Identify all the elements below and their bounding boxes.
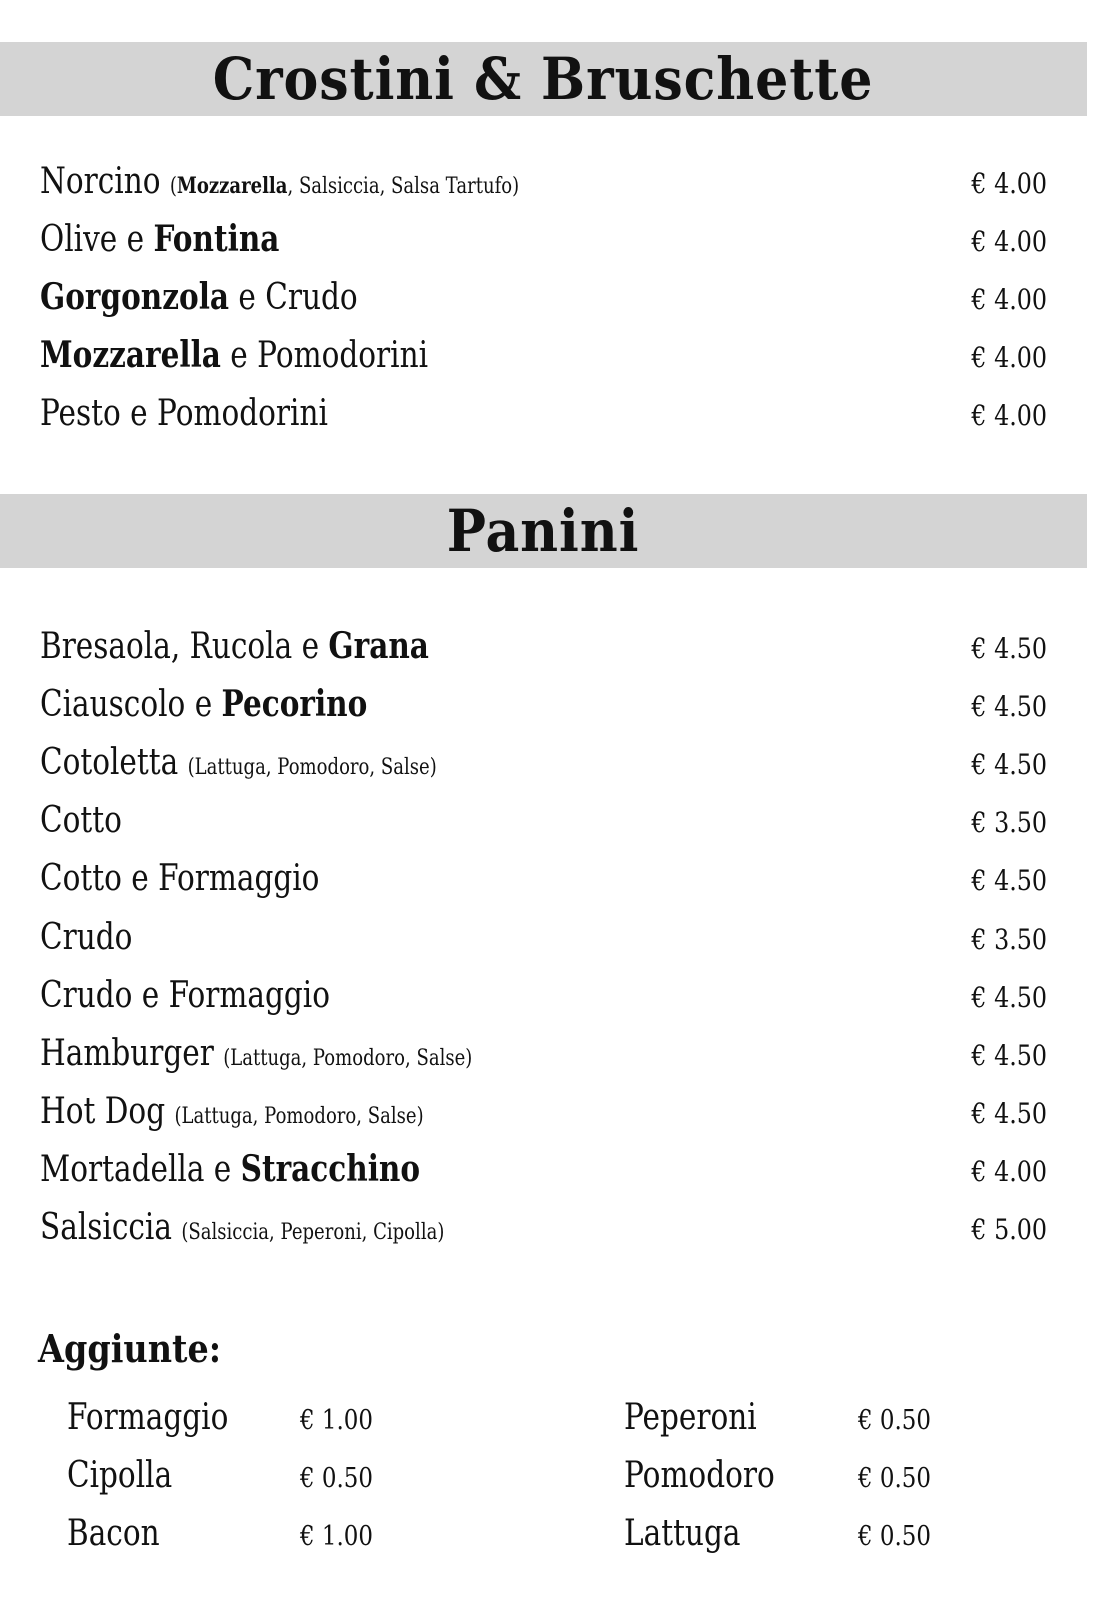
item-name-part: Mortadella e bbox=[40, 1148, 241, 1190]
menu-item bbox=[40, 1022, 1047, 1080]
item-name bbox=[40, 975, 330, 1016]
item-name bbox=[40, 625, 429, 667]
menu-item bbox=[40, 324, 1047, 382]
item-name-part: , Salsiccia, Salsa Tartufo) bbox=[287, 174, 520, 199]
item-name-part: Crudo e Formaggio bbox=[40, 974, 330, 1016]
item-price: € 4.50 bbox=[971, 632, 1047, 665]
item-name-part: Olive e bbox=[40, 219, 154, 261]
item-name bbox=[40, 1091, 424, 1132]
addon-item bbox=[67, 1502, 407, 1558]
item-name-part: Hamburger bbox=[40, 1032, 224, 1074]
section-header bbox=[0, 42, 1087, 116]
item-name-bold: Stracchino bbox=[240, 1147, 421, 1190]
item-name bbox=[40, 1148, 420, 1190]
menu-item bbox=[40, 731, 1047, 789]
addon-name: Pomodoro bbox=[624, 1455, 775, 1496]
addon-item bbox=[624, 1386, 964, 1442]
item-price: € 4.00 bbox=[971, 1154, 1047, 1188]
addon-item bbox=[624, 1444, 964, 1500]
addon-name: Peperoni bbox=[624, 1397, 757, 1438]
addon-item bbox=[624, 1502, 964, 1558]
item-price: € 4.00 bbox=[971, 341, 1047, 375]
menu-item bbox=[40, 266, 1047, 324]
addon-price: € 0.50 bbox=[858, 1521, 932, 1552]
addon-name: Cipolla bbox=[67, 1455, 173, 1496]
item-name bbox=[40, 1207, 444, 1248]
item-name-bold: Mozzarella bbox=[40, 334, 221, 377]
addon-price: € 0.50 bbox=[300, 1463, 374, 1494]
item-name bbox=[40, 742, 437, 783]
item-name bbox=[40, 161, 519, 202]
item-name-part: (Salsiccia, Peperoni, Cipolla) bbox=[181, 1220, 445, 1245]
item-price: € 3.50 bbox=[971, 922, 1047, 956]
item-name-part: Ciauscolo e bbox=[40, 684, 222, 726]
menu-item bbox=[40, 789, 1047, 847]
item-name-bold: Mozzarella bbox=[176, 173, 288, 199]
item-price: € 4.50 bbox=[971, 864, 1047, 898]
item-name-part: e Pomodorini bbox=[220, 335, 429, 377]
item-name-part: Cotoletta bbox=[40, 742, 188, 784]
menu-item bbox=[40, 1080, 1047, 1138]
addon-price: € 0.50 bbox=[858, 1463, 932, 1494]
section-header bbox=[0, 494, 1087, 568]
addon-name: Lattuga bbox=[624, 1513, 741, 1554]
item-name-part: Bresaola, Rucola e bbox=[40, 626, 329, 667]
menu-item bbox=[40, 615, 1047, 673]
item-price: € 4.50 bbox=[971, 1096, 1047, 1130]
item-name bbox=[40, 917, 132, 958]
item-name-bold: Gorgonzola bbox=[40, 276, 230, 319]
item-name bbox=[40, 334, 428, 376]
menu-item bbox=[40, 208, 1047, 266]
menu-item bbox=[40, 673, 1047, 731]
item-name bbox=[40, 858, 319, 899]
item-name-part: Norcino bbox=[40, 161, 170, 202]
item-name-bold: Fontina bbox=[153, 218, 280, 261]
menu-item bbox=[40, 1138, 1047, 1196]
item-name-bold: Grana bbox=[328, 625, 429, 667]
item-name-part: Cotto e Formaggio bbox=[40, 858, 320, 900]
item-price: € 4.50 bbox=[971, 748, 1047, 782]
menu-item bbox=[40, 150, 1047, 208]
item-price: € 5.00 bbox=[971, 1213, 1047, 1246]
item-name bbox=[40, 800, 122, 841]
item-price: € 4.00 bbox=[971, 283, 1047, 317]
addon-price: € 0.50 bbox=[858, 1405, 932, 1436]
item-price: € 4.00 bbox=[971, 167, 1047, 200]
item-price: € 3.50 bbox=[971, 806, 1047, 840]
item-name bbox=[40, 218, 279, 260]
addon-item bbox=[67, 1386, 407, 1442]
section-title: Crostini & Bruschette bbox=[213, 45, 874, 113]
addon-item bbox=[67, 1444, 407, 1500]
addon-name: Bacon bbox=[67, 1513, 160, 1554]
menu-item bbox=[40, 382, 1047, 440]
item-name bbox=[40, 393, 328, 434]
item-name-part: Salsiccia bbox=[40, 1207, 182, 1248]
addon-name: Formaggio bbox=[67, 1397, 229, 1438]
item-name-part: Hot Dog bbox=[40, 1090, 175, 1132]
item-price: € 4.00 bbox=[971, 225, 1047, 259]
addon-price: € 1.00 bbox=[300, 1405, 374, 1436]
aggiunte-title: Aggiunte: bbox=[38, 1326, 222, 1371]
item-name-part: (Lattuga, Pomodoro, Salse) bbox=[174, 1103, 424, 1129]
item-name bbox=[40, 276, 358, 318]
item-price: € 4.50 bbox=[971, 690, 1047, 724]
item-price: € 4.50 bbox=[971, 1038, 1047, 1072]
menu-item bbox=[40, 847, 1047, 905]
item-name-part: e Crudo bbox=[229, 277, 358, 319]
item-name bbox=[40, 1033, 472, 1074]
item-name bbox=[40, 683, 367, 725]
item-name-part: (Lattuga, Pomodoro, Salse) bbox=[223, 1045, 473, 1071]
menu-item bbox=[40, 1196, 1047, 1254]
item-price: € 4.50 bbox=[971, 980, 1047, 1014]
item-price: € 4.00 bbox=[971, 399, 1047, 433]
addon-price: € 1.00 bbox=[300, 1521, 374, 1552]
item-name-part: (Lattuga, Pomodoro, Salse) bbox=[187, 755, 437, 781]
section-title: Panini bbox=[447, 497, 640, 565]
menu-item bbox=[40, 906, 1047, 964]
item-name-part: Cotto bbox=[40, 800, 122, 842]
item-name-bold: Pecorino bbox=[221, 683, 368, 726]
item-name-part: Pesto e Pomodorini bbox=[40, 393, 328, 435]
item-name-part: ( bbox=[169, 174, 177, 199]
menu-item bbox=[40, 964, 1047, 1022]
item-name-part: Crudo bbox=[40, 916, 133, 958]
